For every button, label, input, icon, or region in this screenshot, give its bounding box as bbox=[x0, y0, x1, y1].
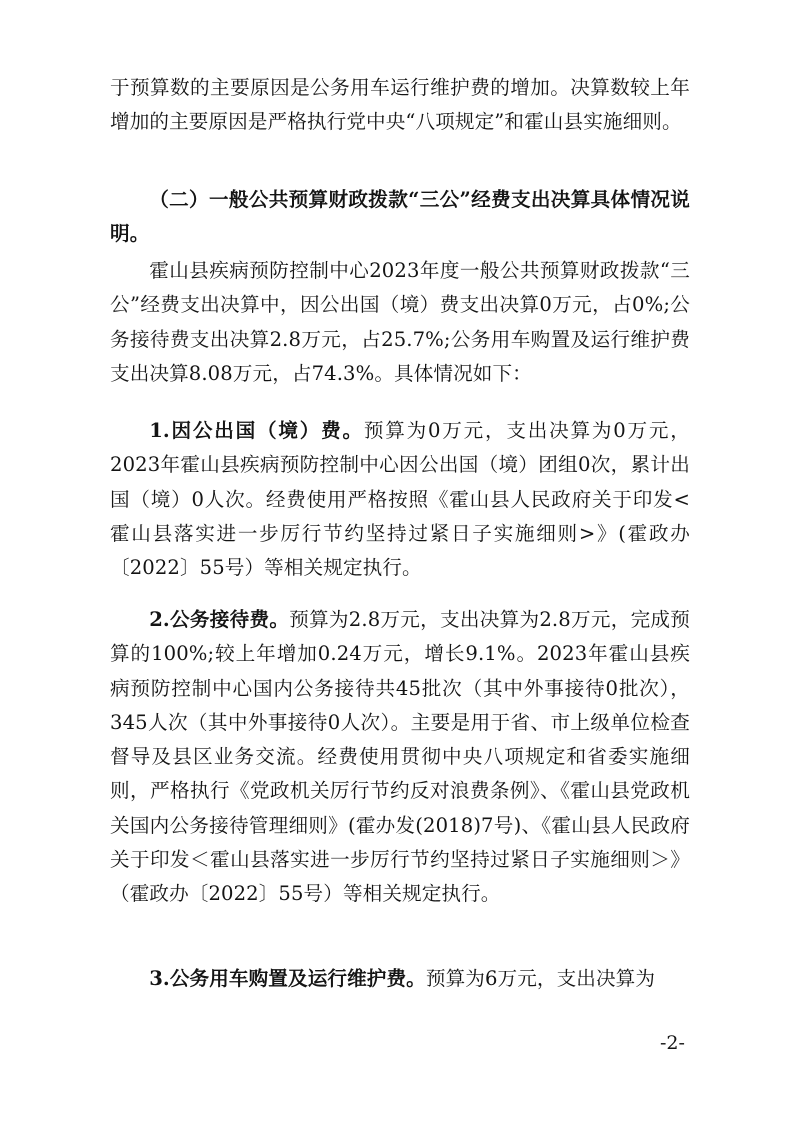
paragraph-overseas-travel bbox=[110, 414, 690, 585]
paragraph-budget-reason bbox=[110, 71, 690, 140]
item-heading: 1.因公出国（境）费。 bbox=[149, 419, 364, 442]
section-heading-sangong bbox=[110, 183, 690, 252]
item-body: 预算为0万元，支出决算为0万元，2023年霍山县疾病预防控制中心因公出国（境）团组0次，累计出国（境）0人次。经费使用严格按照《霍山县人民政府关于印发<霍山县落实进一步厉行节约坚持过紧日子实施细则>》(霍政办〔2022〕55号）等相关规定执行。 bbox=[110, 419, 690, 580]
heading-text: （二）一般公共预算财政拨款“三公”经费支出决算具体情况说明。 bbox=[110, 188, 690, 246]
item-heading: 2.公务接待费。 bbox=[149, 608, 290, 631]
paragraph-text: 霍山县疾病预防控制中心2023年度一般公共预算财政拨款“三公”经费支出决算中，因公出国（境）费支出决算0万元，占0%;公务接待费支出决算2.8万元，占25.7%;公务用车购置及运行维护费支出决算8.08万元，占74.3%。具体情况如下： bbox=[110, 259, 690, 385]
paragraph-summary bbox=[110, 254, 690, 391]
page-number: -2- bbox=[660, 1032, 685, 1054]
paragraph-text: 于预算数的主要原因是公务用车运行维护费的增加。决算数较上年增加的主要原因是严格执行党中央“八项规定”和霍山县实施细则。 bbox=[110, 76, 690, 134]
item-body: 预算为2.8万元，支出决算为2.8万元，完成预算的100%;较上年增加0.24万元，增长9.1%。2023年霍山县疾病预防控制中心国内公务接待共45批次（其中外事接待0批次），345人次（其中外事接待0人次）。主要是用于省、市上级单位检查督导及县区业务交流。经费使用贯彻中央八项规定和省委实施细则，严格执行《党政机关厉行节约反对浪费条例》、《霍山县党政机关国内公务接待管理细则》(霍办发(2018)7号)、《霍山县人民政府关于印发＜霍山县落实进一步厉行节约坚持过紧日子实施细则＞》（霍政办〔2022〕55号）等相关规定执行。 bbox=[110, 608, 690, 906]
paragraph-official-reception bbox=[110, 603, 690, 912]
item-body: 预算为6万元，支出决算为 bbox=[425, 967, 656, 990]
item-heading: 3.公务用车购置及运行维护费。 bbox=[149, 967, 426, 990]
paragraph-vehicle bbox=[110, 962, 690, 996]
